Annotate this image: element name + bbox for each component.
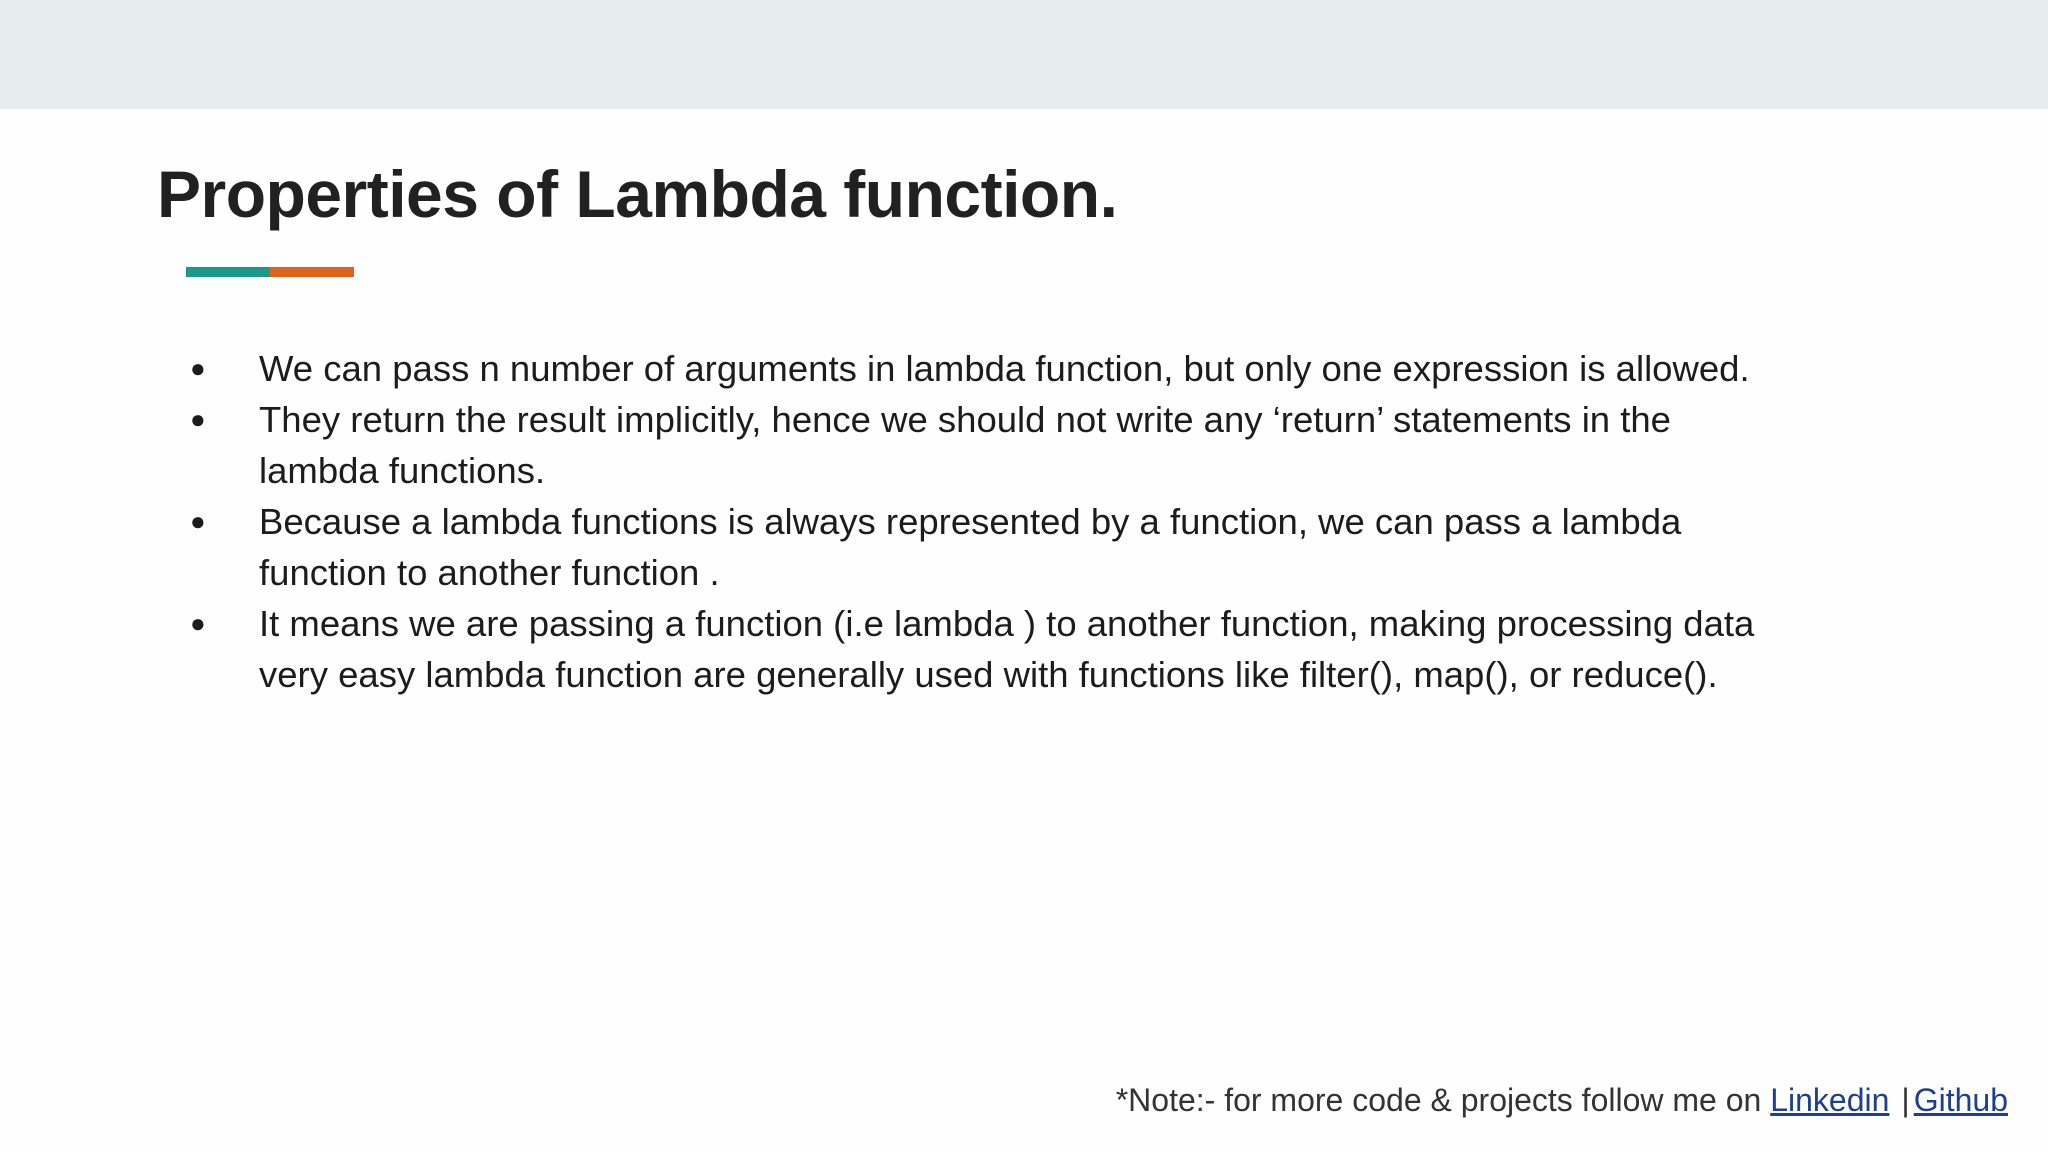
accent-bar-orange (270, 267, 354, 277)
footer-note (1116, 1080, 2008, 1120)
bullet-dot-icon: ● (190, 353, 206, 383)
bullet-dot-icon: ● (190, 404, 206, 434)
footer-note-text: *Note:- for more code & projects follow me on (1115, 1082, 1771, 1118)
bullet-dot-icon: ● (190, 506, 206, 536)
github-link[interactable]: Github (1913, 1082, 2008, 1118)
bullet-text: They return the result implicitly, hence we should not write any ‘return’ statements in the lambda functions. (259, 399, 1671, 491)
slide-title: Properties of Lambda function. (157, 157, 1118, 231)
linkedin-link[interactable]: Linkedin (1770, 1082, 1890, 1118)
bullet-list (186, 343, 1786, 700)
footer-separator: | (1901, 1082, 1910, 1118)
bullet-item (186, 394, 1786, 496)
bullet-item (186, 496, 1786, 598)
bullet-text: It means we are passing a function (i.e lambda ) to another function, making processing data very easy lambda function are generally used with functions like filter(), map(), or reduce(). (259, 603, 1755, 695)
bullet-text: We can pass n number of arguments in lambda function, but only one expression is allowed. (259, 348, 1750, 389)
bullet-text: Because a lambda functions is always represented by a function, we can pass a lambda function to another function . (259, 501, 1682, 593)
accent-bar-teal (186, 267, 270, 277)
header-band (0, 0, 2048, 109)
bullet-dot-icon: ● (190, 608, 206, 638)
bullet-item (186, 343, 1786, 394)
bullet-item (186, 598, 1786, 700)
